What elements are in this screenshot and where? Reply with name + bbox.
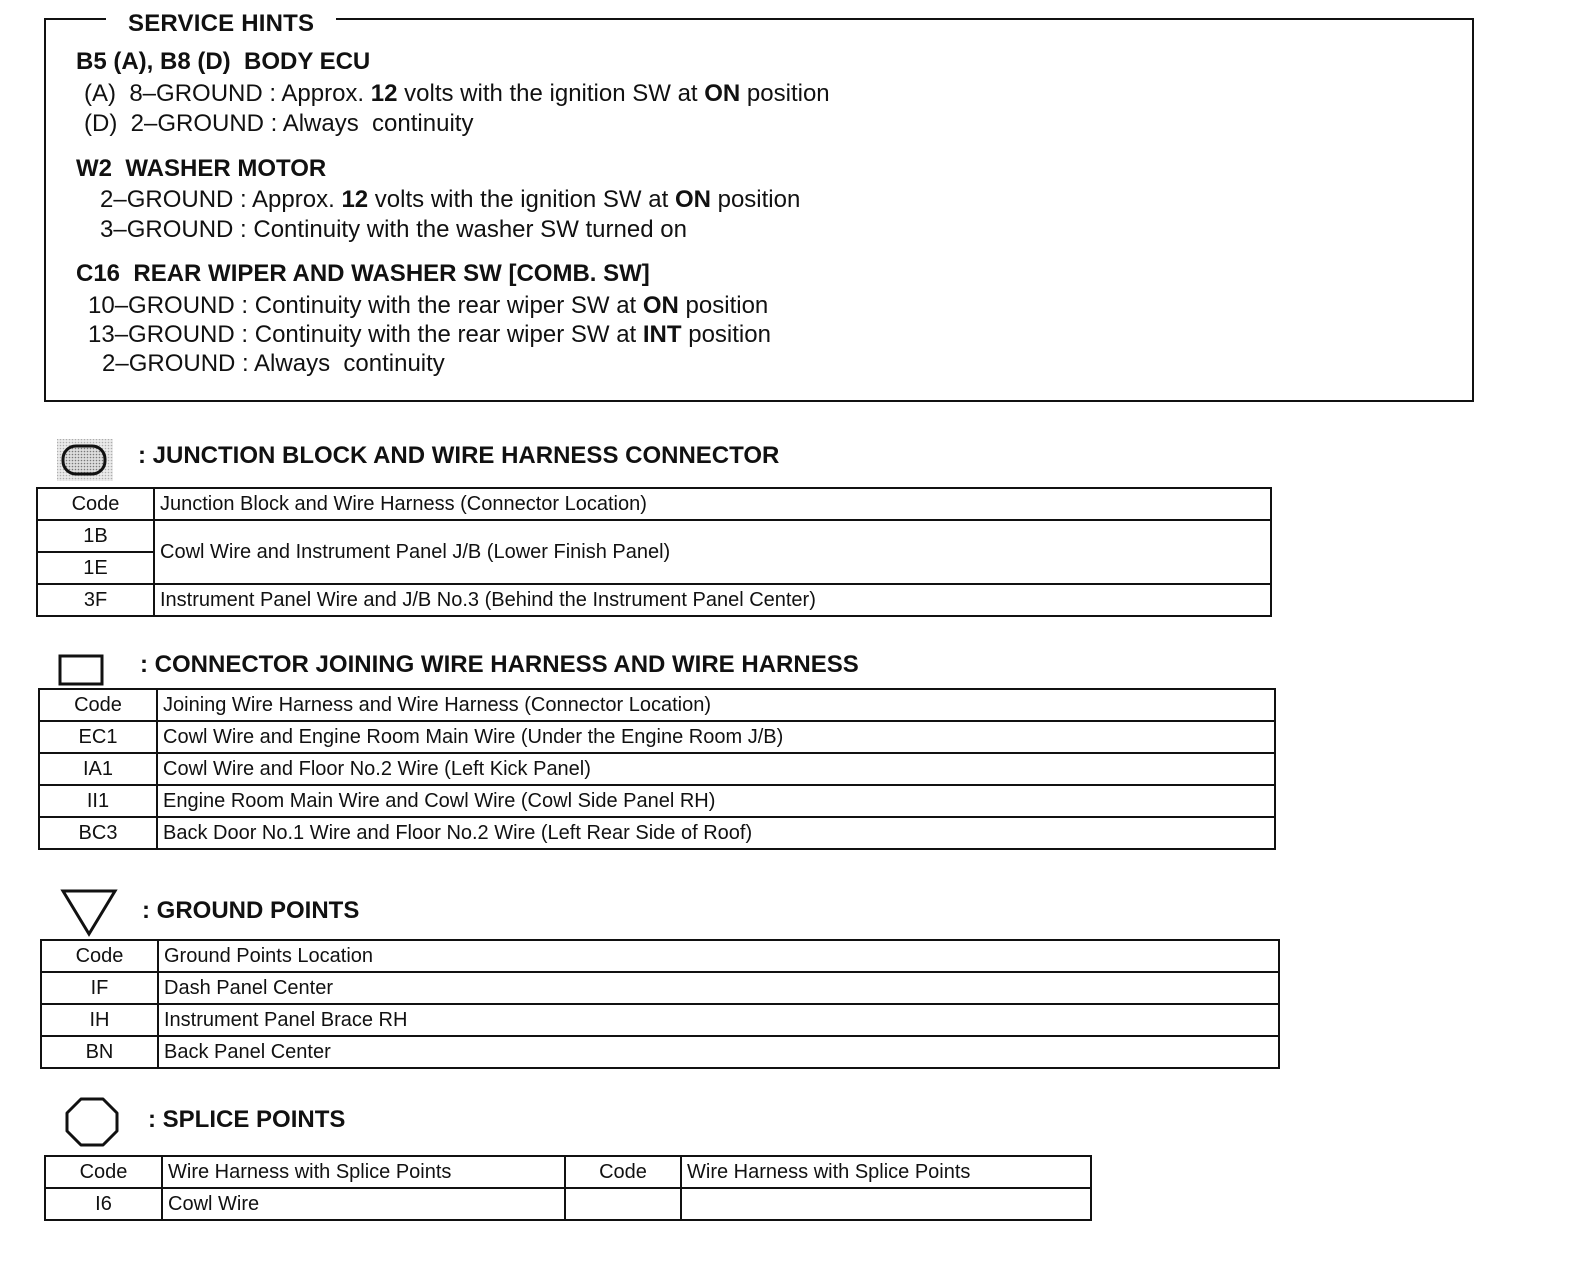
desc-header: Ground Points Location [158,940,1279,972]
desc-cell: Back Door No.1 Wire and Floor No.2 Wire (Left Rear Side of Roof) [157,817,1275,849]
code-cell [565,1188,681,1220]
table-row [39,785,1275,817]
table-row [39,753,1275,785]
table-row [39,817,1275,849]
hint-line: 3–GROUND : Continuity with the washer SW turned on [100,216,687,243]
table-header-row [39,689,1275,721]
table-row [37,584,1271,616]
splice-octagon-icon [64,1096,120,1148]
splice-points-title: : SPLICE POINTS [148,1106,346,1133]
desc-cell: Cowl Wire and Engine Room Main Wire (Under the Engine Room J/B) [157,721,1275,753]
code-cell: BC3 [39,817,157,849]
table-header-row [41,940,1279,972]
desc-header: Junction Block and Wire Harness (Connector Location) [154,488,1271,520]
code-cell: IA1 [39,753,157,785]
ground-points-table [40,939,1280,1069]
code-cell: IF [41,972,158,1004]
desc-cell: Cowl Wire and Instrument Panel J/B (Lower Finish Panel) [154,520,1271,584]
table-row [39,721,1275,753]
junction-block-title: : JUNCTION BLOCK AND WIRE HARNESS CONNECTOR [138,442,780,469]
hint-line: 10–GROUND : Continuity with the rear wiper SW at ON position [88,292,769,319]
code-header: Code [37,488,154,520]
connector-joining-title: : CONNECTOR JOINING WIRE HARNESS AND WIRE HARNESS [140,651,859,678]
code-header: Code [565,1156,681,1188]
hint-line: 13–GROUND : Continuity with the rear wiper SW at INT position [88,321,771,348]
code-header: Code [39,689,157,721]
hint-line: 2–GROUND : Always continuity [102,350,445,377]
desc-cell: Cowl Wire and Floor No.2 Wire (Left Kick Panel) [157,753,1275,785]
table-row [41,1004,1279,1036]
desc-cell [681,1188,1091,1220]
ground-points-title: : GROUND POINTS [142,897,360,924]
table-row [41,1036,1279,1068]
hint-heading-body-ecu: B5 (A), B8 (D) BODY ECU [76,48,371,75]
code-cell: IH [41,1004,158,1036]
table-row [45,1188,1091,1220]
desc-cell: Back Panel Center [158,1036,1279,1068]
hint-line: 2–GROUND : Approx. 12 volts with the ignition SW at ON position [100,186,801,213]
ground-triangle-icon [60,888,118,938]
desc-cell: Cowl Wire [162,1188,565,1220]
code-cell: 1B [37,520,154,552]
table-row [41,972,1279,1004]
desc-cell: Instrument Panel Wire and J/B No.3 (Behind the Instrument Panel Center) [154,584,1271,616]
connector-square-icon [58,654,106,688]
desc-cell: Instrument Panel Brace RH [158,1004,1279,1036]
desc-cell: Engine Room Main Wire and Cowl Wire (Cowl Side Panel RH) [157,785,1275,817]
hint-line: (D) 2–GROUND : Always continuity [84,110,474,137]
code-header: Code [41,940,158,972]
table-header-row [45,1156,1091,1188]
code-cell: BN [41,1036,158,1068]
desc-header: Wire Harness with Splice Points [681,1156,1091,1188]
table-header-row [37,488,1271,520]
hint-line: (A) 8–GROUND : Approx. 12 volts with the ignition SW at ON position [84,80,830,107]
junction-block-table [36,487,1272,617]
splice-points-table [44,1155,1092,1221]
code-cell: II1 [39,785,157,817]
connector-joining-table [38,688,1276,850]
hint-heading-washer-motor: W2 WASHER MOTOR [76,155,327,182]
desc-cell: Dash Panel Center [158,972,1279,1004]
junction-block-symbol-icon [56,438,114,482]
table-row [37,520,1271,552]
code-cell: 3F [37,584,154,616]
code-cell: EC1 [39,721,157,753]
desc-header: Joining Wire Harness and Wire Harness (Connector Location) [157,689,1275,721]
hint-heading-rear-wiper-sw: C16 REAR WIPER AND WASHER SW [COMB. SW] [76,260,650,287]
code-header: Code [45,1156,162,1188]
service-hints-title: SERVICE HINTS [106,10,336,38]
code-cell: 1E [37,552,154,584]
desc-header: Wire Harness with Splice Points [162,1156,565,1188]
code-cell: I6 [45,1188,162,1220]
